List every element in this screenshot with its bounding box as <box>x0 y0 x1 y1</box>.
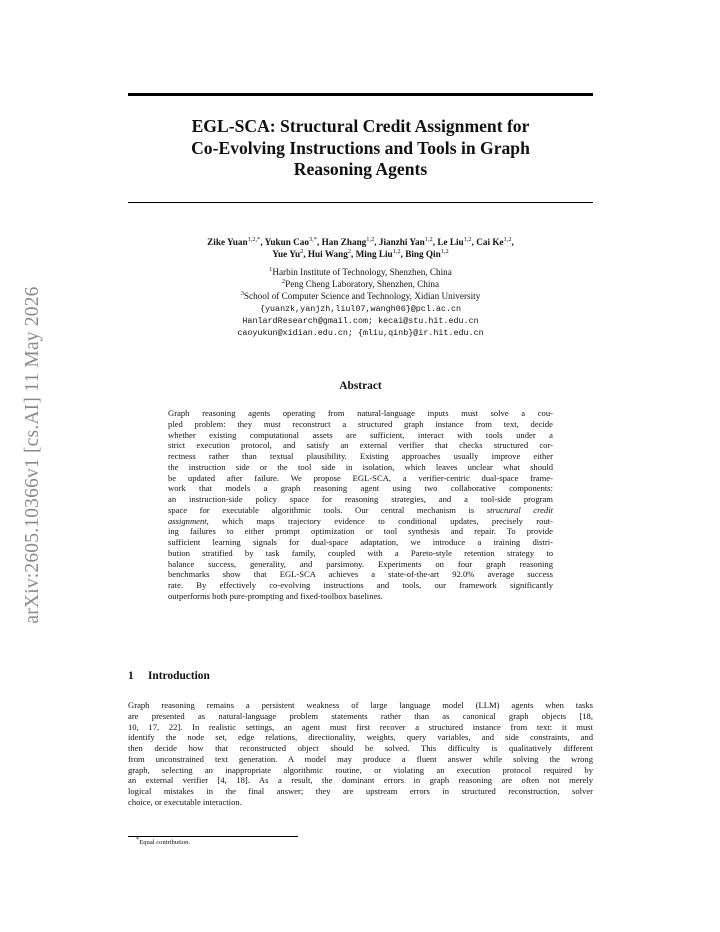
section-title: Introduction <box>148 670 210 682</box>
email-line: HanlardResearch@gmail.com; kecai@stu.hit.edu.cn <box>242 315 479 326</box>
affiliation-line: $^3$School of Computer Science and Technology, Xidian University <box>240 290 481 302</box>
intro-line: then decide how that reconstructed object should be solved. This difficulty is qualitatively different <box>128 743 593 753</box>
author-affiliation-mark: 1,2 <box>424 235 433 243</box>
abstract-line: Graph reasoning agents operating from natural-language inputs must solve a cou- <box>168 408 553 418</box>
author-name: Le Liu <box>437 237 464 247</box>
abstract-line: assignment, which maps trajectory evidence to conditional updates, precisely rout- <box>168 515 553 526</box>
author-name: Cai Ke <box>476 237 504 247</box>
title-bottom-rule <box>128 202 593 203</box>
section-number: 1 <box>128 670 134 682</box>
abstract-line: space for executable algorithmic tools. Our central mechanism is structural credit <box>168 504 553 515</box>
abstract-line: rectness rather than textual plausibility. Existing approaches usually improve either <box>168 451 553 461</box>
abstract-line: work that models a graph reasoning agent using two collaborative components: <box>168 483 553 494</box>
author-name: Zike Yuan <box>207 237 248 247</box>
author-name: Yue Yu <box>272 249 301 259</box>
abstract-line: pled problem: they must reconstruct a structured graph instance from text, decide <box>168 418 553 429</box>
author-affiliation-mark: 1,2 <box>463 235 472 243</box>
affiliation-line: $^2$Peng Cheng Laboratory, Shenzhen, China <box>281 278 440 290</box>
author-name: Jianzhi Yan <box>378 237 425 247</box>
abstract-line: an instruction-side policy space for reasoning strategies, and a tool-side program <box>168 494 553 504</box>
intro-line: from unconstrained text generation. A model may produce a fluent answer while solving the wrong <box>128 753 593 764</box>
section-heading <box>128 670 593 682</box>
author-name: Ming Liu <box>355 249 393 259</box>
title-line: Reasoning Agents <box>293 159 428 179</box>
author-affiliation-mark: 1,2 <box>440 247 449 255</box>
title-line: Co-Evolving Instructions and Tools in Graph <box>191 137 530 158</box>
abstract-heading: Abstract <box>339 380 382 392</box>
introduction-body <box>128 700 593 808</box>
intro-line: logical mistakes in the final answer; they are upstream errors in structured reconstruction, solver <box>128 786 593 796</box>
author-affiliation-mark: 1,2 <box>392 247 401 255</box>
abstract-line: strict execution protocol, and satisfy an external verifier that checks structured cor- <box>168 440 553 451</box>
author-name: Bing Qin <box>405 249 441 259</box>
title-top-rule <box>128 93 593 96</box>
abstract-line: bution stratified by task family, coupled with a Pareto-style retention strategy to <box>168 547 553 558</box>
footnote-rule <box>128 836 298 837</box>
author-affiliation-mark: 1,2 <box>503 235 512 243</box>
author-name: Yukun Cao <box>264 237 309 247</box>
author-line: Yue Yu$^2$, Hui Wang$^2$, Ming Liu$^{1,2}$, Bing Qin$^{1,2}$ <box>272 247 449 259</box>
author-line: Zike Yuan$^{1,2,*}$, Yukun Cao$^{3,*}$, Han Zhang$^{1,2}$, Jianzhi Yan$^{1,2}$, Le Liu$^{1,2}$, Cai Ke$^{1,2}$, <box>207 235 514 247</box>
intro-line: choice, or executable interaction. <box>128 796 242 807</box>
intro-line: an external verifier [4, 18]. As a result, the dominant errors in graph reasoning are often not merely <box>128 775 593 786</box>
intro-line: identify the node set, edge relations, directionality, weights, query variables, and side constraints, and <box>128 732 593 743</box>
author-affiliation-mark: 2 <box>347 247 352 255</box>
email-line: caoyukun@xidian.edu.cn; {mliu,qinb}@ir.hit.edu.cn <box>237 328 484 339</box>
abstract-line: rate. By effectively co-evolving instructions and tools, our framework significantly <box>168 580 553 590</box>
affiliation-line: $^1$Harbin Institute of Technology, Shenzhen, China <box>269 265 452 277</box>
author-affiliation-mark: 2 <box>300 247 304 255</box>
abstract-body <box>168 408 553 602</box>
intro-line: 10, 17, 22]. In realistic settings, an agent must first recover a structured instance from text: it must <box>128 721 593 732</box>
footnote: *Equal contribution. <box>136 835 191 846</box>
intro-line: graph, selecting an inappropriate algorithmic routine, or violating an execution protocol required by <box>128 764 593 775</box>
author-name: Han Zhang <box>321 237 367 247</box>
intro-line: are presented as natural-language problem statements rather than as canonical graph objects [18, <box>128 710 593 721</box>
author-affiliation-mark: 3,* <box>309 235 317 243</box>
abstract-line: balance success, generality, and parsimony. Experiments on four graph reasoning <box>168 558 553 569</box>
abstract-line: be updated after failure. We propose EGL-SCA, a verifier-centric dual-space frame- <box>168 472 553 483</box>
abstract-line: sufficient learning signals for dual-space adaptation, we introduce a training distri- <box>168 537 553 547</box>
email-line: {yuanzk,yanjzh,liul07,wangh06}@pcl.ac.cn <box>259 303 462 314</box>
author-name: Hui Wang <box>307 249 348 259</box>
author-affiliation-mark: 1,2 <box>366 235 375 243</box>
abstract-line: whether existing computational assets are sufficient, interact with tools under a <box>168 429 553 440</box>
abstract-line: ing failures to either prompt optimization or tool synthesis and repair. To provide <box>168 526 553 537</box>
author-list <box>118 236 603 260</box>
abstract-line: outperforms both pure-prompting and fixed-toolbox baselines. <box>168 590 383 601</box>
intro-line: Graph reasoning remains a persistent weakness of large language model (LLM) agents when tasks <box>128 700 593 710</box>
title-line: EGL-SCA: Structural Credit Assignment for <box>191 116 530 136</box>
abstract-line: benchmarks show that EGL-SCA achieves a state-of-the-art 92.0% average success <box>168 569 553 580</box>
paper-title <box>128 116 593 181</box>
author-affiliation-mark: 1,2,* <box>247 235 261 243</box>
abstract-line: the instruction side or the tool side in isolation, which leaves unclear what should <box>168 461 553 472</box>
affiliations <box>118 266 603 339</box>
